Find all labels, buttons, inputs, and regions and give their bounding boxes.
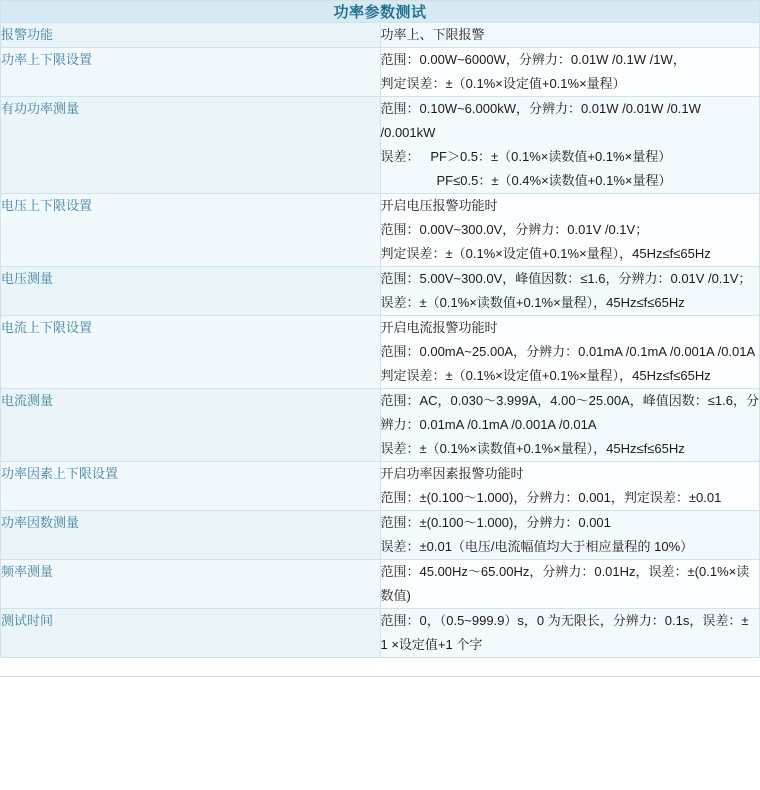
- row-value-line: 开启电压报警功能时: [380, 198, 498, 213]
- table-body: [1, 1, 760, 23]
- row-value-line: 误差：±0.01（电压/电流幅值均大于相应量程的 10%）: [380, 539, 694, 554]
- table-row: [1, 609, 760, 658]
- row-value-line: 误差： PF＞0.5：±（0.1%×读数值+0.1%×量程）: [380, 149, 672, 164]
- table-row: [1, 194, 760, 267]
- row-label: 功率因素上下限设置: [1, 462, 381, 511]
- row-value-line: 范围：AC，0.030～3.999A，4.00～25.00A，峰值因数：≤1.6，分辨力：0.01mA /0.1mA /0.001A /0.01A: [380, 393, 760, 432]
- row-label: 电流上下限设置: [1, 316, 381, 389]
- row-value-line: 范围：±(0.100～1.000)，分辨力：0.001，判定误差：±0.01: [380, 490, 722, 505]
- table-row: [1, 511, 760, 560]
- table-row: [1, 316, 760, 389]
- row-value-line: 范围：0.10W~6.000kW，分辨力：0.01W /0.01W /0.1W /0.001kW: [380, 101, 705, 140]
- table-title: 功率参数测试: [1, 1, 760, 23]
- row-value-line: 范围：0.00W~6000W，分辨力：0.01W /0.1W /1W，: [380, 52, 686, 67]
- row-value-line: 范围：±(0.100～1.000)，分辨力：0.001: [380, 515, 611, 530]
- bottom-divider: [0, 676, 760, 677]
- row-label: 报警功能: [1, 23, 381, 48]
- row-value-line: PF≤0.5：±（0.4%×读数值+0.1%×量程）: [436, 173, 672, 188]
- row-value: [380, 462, 760, 511]
- row-value: [380, 389, 760, 462]
- row-value: [380, 267, 760, 316]
- row-value: [380, 560, 760, 609]
- row-value-line: 范围：0，（0.5~999.9）s，0 为无限长，分辨力：0.1s，误差：± 1 ×设定值+1 个字: [380, 613, 753, 652]
- row-value: [380, 97, 760, 194]
- row-value-line: 范围：5.00V~300.0V，峰值因数：≤1.6，分辨力：0.01V /0.1V；: [380, 271, 752, 286]
- row-value-line: 功率上、下限报警: [380, 27, 485, 42]
- row-value: [380, 316, 760, 389]
- row-label: 功率上下限设置: [1, 48, 381, 97]
- row-value: [380, 194, 760, 267]
- row-value-line: 判定误差：±（0.1%×设定值+0.1%×量程），45Hz≤f≤65Hz: [380, 368, 711, 383]
- row-value-line: 开启功率因素报警功能时: [380, 466, 524, 481]
- table-row: [1, 23, 760, 48]
- row-value-line: 开启电流报警功能时: [380, 320, 498, 335]
- row-label: 电压测量: [1, 267, 381, 316]
- table-title-row: [1, 1, 760, 23]
- row-value: [380, 609, 760, 658]
- row-value: [380, 511, 760, 560]
- table-row: [1, 462, 760, 511]
- table-row: [1, 97, 760, 194]
- table-row: [1, 389, 760, 462]
- row-label: 电流测量: [1, 389, 381, 462]
- row-label: 有功功率测量: [1, 97, 381, 194]
- row-value-line: 范围：0.00V~300.0V，分辨力：0.01V /0.1V；: [380, 222, 649, 237]
- table-row: [1, 48, 760, 97]
- row-value-line: 误差：±（0.1%×读数值+0.1%×量程），45Hz≤f≤65Hz: [380, 441, 685, 456]
- row-value-line: 范围：45.00Hz～65.00Hz，分辨力：0.01Hz，误差：±(0.1%×读数值): [380, 564, 750, 603]
- row-label: 电压上下限设置: [1, 194, 381, 267]
- row-value-line: 误差：±（0.1%×读数值+0.1%×量程），45Hz≤f≤65Hz: [380, 295, 685, 310]
- row-label: 功率因数测量: [1, 511, 381, 560]
- table-row: [1, 560, 760, 609]
- table-rows: [1, 23, 760, 658]
- row-value-line: 范围：0.00mA~25.00A，分辨力：0.01mA /0.1mA /0.001A /0.01A: [380, 344, 756, 359]
- row-value-line: 判定误差：±（0.1%×设定值+0.1%×量程），45Hz≤f≤65Hz: [380, 246, 711, 261]
- table-row: [1, 267, 760, 316]
- row-label: 测试时间: [1, 609, 381, 658]
- row-value: [380, 23, 760, 48]
- row-value: [380, 48, 760, 97]
- row-label: 频率测量: [1, 560, 381, 609]
- row-value-line: 判定误差：±（0.1%×设定值+0.1%×量程）: [380, 76, 626, 91]
